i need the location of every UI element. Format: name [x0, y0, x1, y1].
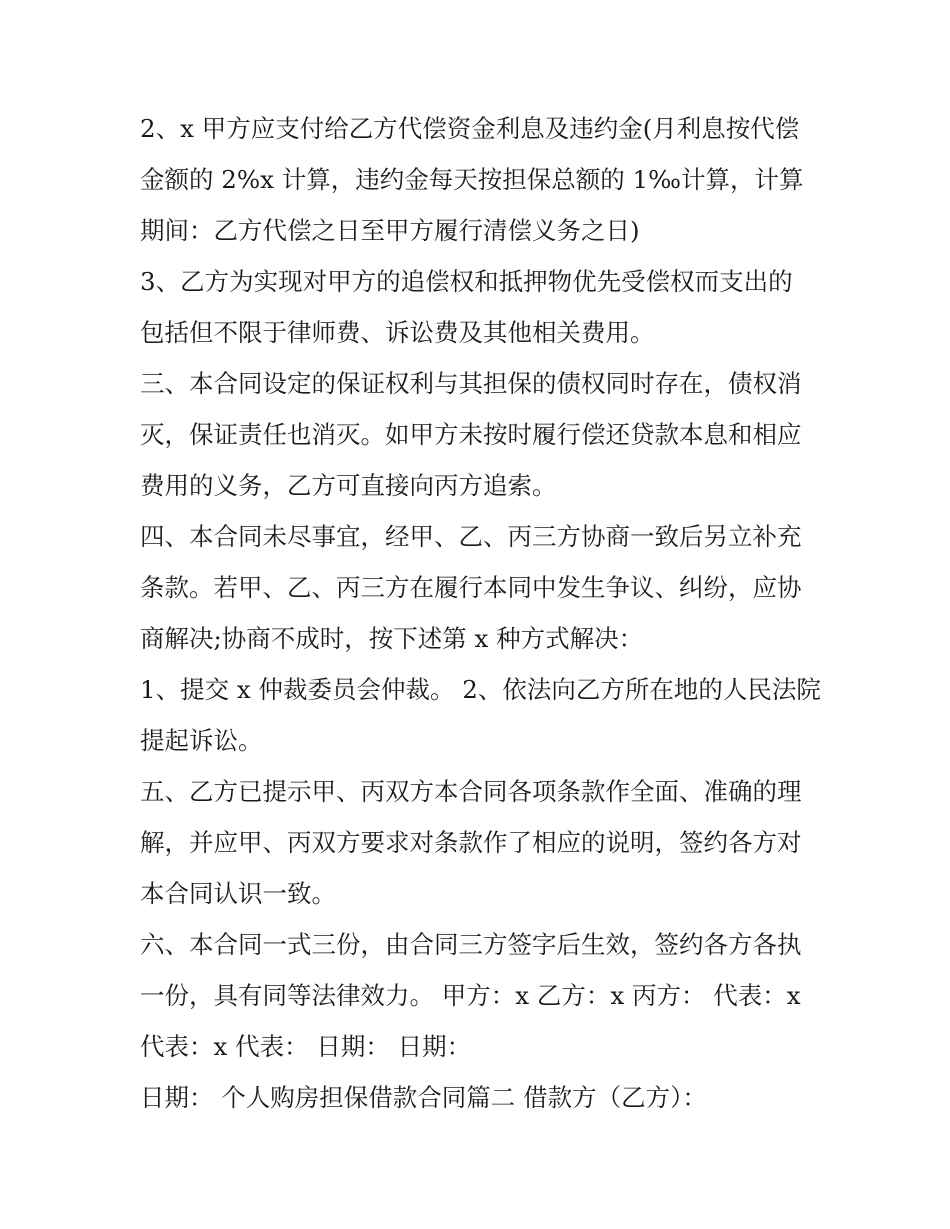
paragraph-date-next-contract [140, 1072, 830, 1123]
text-line: 3、乙方为实现对甲方的追偿权和抵押物优先受偿权而支出的 [140, 267, 793, 296]
text-line: 费用的义务，乙方可直接向丙方追索。 [140, 471, 557, 500]
paragraph-clause-three [140, 358, 830, 511]
text-line: 三、本合同设定的保证权利与其担保的债权同时存在，债权消 [140, 369, 802, 398]
text-line: 2、x 甲方应支付给乙方代偿资金利息及违约金(月利息按代偿 [140, 114, 800, 143]
text-line: 灭，保证责任也消灭。如甲方未按时履行偿还贷款本息和相应 [140, 420, 802, 449]
paragraph-interest-penalty [140, 103, 830, 256]
text-line: 解，并应甲、丙双方要求对条款作了相应的说明，签约各方对 [140, 828, 802, 857]
text-line: 四、本合同未尽事宜，经甲、乙、丙三方协商一致后另立补充 [140, 522, 802, 551]
text-line: 金额的 2%x 计算，违约金每天按担保总额的 1‰计算，计算 [140, 165, 804, 194]
paragraph-clause-four [140, 511, 830, 664]
text-line: 五、乙方已提示甲、丙双方本合同各项条款作全面、准确的理 [140, 777, 802, 806]
paragraph-clause-five [140, 766, 830, 919]
paragraph-clause-six [140, 919, 830, 1072]
text-line: 本合同认识一致。 [140, 879, 336, 908]
paragraph-dispute-options [140, 664, 830, 766]
text-line: 日期： 个人购房担保借款合同篇二 借款方（乙方）： [140, 1083, 707, 1112]
text-line: 条款。若甲、乙、丙三方在履行本同中发生争议、纠纷，应协 [140, 573, 802, 602]
text-line: 包括但不限于律师费、诉讼费及其他相关费用。 [140, 318, 655, 347]
document-body [140, 103, 830, 1123]
text-line: 商解决;协商不成时，按下述第 x 种方式解决： [140, 624, 644, 653]
text-line: 六、本合同一式三份，由合同三方签字后生效，签约各方各执 [140, 930, 802, 959]
text-line: 提起诉讼。 [140, 726, 263, 755]
text-line: 期间：乙方代偿之日至甲方履行清偿义务之日) [140, 216, 640, 245]
text-line: 一份，具有同等法律效力。 甲方：x 乙方：x 丙方： 代表：x [140, 981, 801, 1010]
paragraph-recovery-costs [140, 256, 830, 358]
text-line: 1、提交 x 仲裁委员会仲裁。 2、依法向乙方所在地的人民法院 [140, 675, 821, 704]
text-line: 代表：x 代表： 日期： 日期： [140, 1032, 472, 1061]
